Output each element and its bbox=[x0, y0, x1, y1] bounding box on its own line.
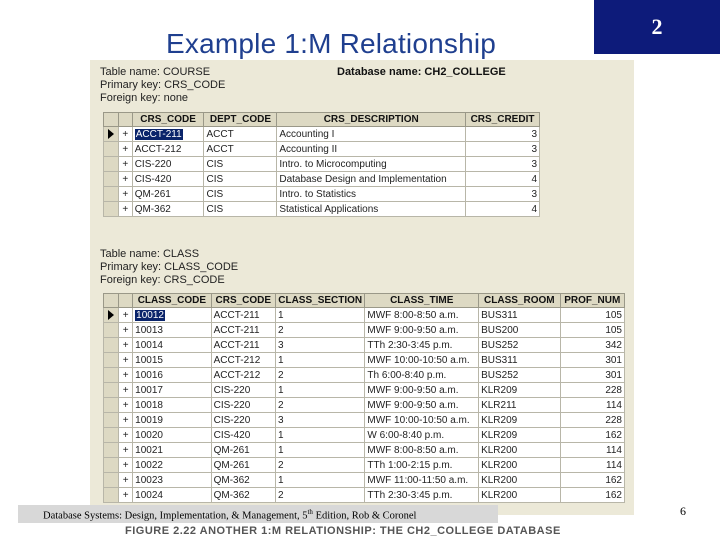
expand-row-plus-icon[interactable]: + bbox=[119, 338, 133, 353]
expand-row-plus-icon[interactable]: + bbox=[119, 473, 133, 488]
class-cell[interactable]: 3 bbox=[275, 413, 364, 428]
course-cell[interactable]: Intro. to Microcomputing bbox=[277, 157, 466, 172]
class-cell[interactable]: KLR209 bbox=[479, 383, 560, 398]
chapter-number: 2 bbox=[651, 14, 663, 39]
course-cell[interactable]: CIS bbox=[204, 172, 277, 187]
class-cell[interactable]: 105 bbox=[560, 308, 624, 323]
class-cell[interactable]: 10013 bbox=[133, 323, 211, 338]
class-column-header[interactable]: CLASS_ROOM bbox=[479, 294, 560, 308]
expand-row-plus-icon[interactable]: + bbox=[119, 398, 133, 413]
class-cell[interactable]: MWF 10:00-10:50 a.m. bbox=[365, 413, 479, 428]
class-foreign-key: Foreign key: CRS_CODE bbox=[100, 274, 225, 286]
class-cell[interactable]: MWF 10:00-10:50 a.m. bbox=[365, 353, 479, 368]
class-cell[interactable]: 2 bbox=[275, 323, 364, 338]
course-cell[interactable]: ACCT bbox=[204, 127, 277, 142]
course-selector-header bbox=[104, 113, 119, 127]
class-selector-header bbox=[104, 294, 119, 308]
row-selector[interactable] bbox=[104, 443, 119, 458]
row-selector[interactable] bbox=[104, 413, 119, 428]
class-cell[interactable]: TTh 2:30-3:45 p.m. bbox=[365, 488, 479, 503]
expand-row-plus-icon[interactable]: + bbox=[118, 172, 132, 187]
class-cell[interactable]: 1 bbox=[275, 383, 364, 398]
class-cell[interactable]: 2 bbox=[275, 398, 364, 413]
class-row[interactable] bbox=[104, 383, 625, 398]
class-cell[interactable]: 10014 bbox=[133, 338, 211, 353]
course-expand-header bbox=[118, 113, 132, 127]
database-figure-panel bbox=[90, 60, 634, 515]
class-row[interactable] bbox=[104, 488, 625, 503]
course-cell[interactable]: 3 bbox=[466, 142, 540, 157]
class-cell[interactable]: 10018 bbox=[133, 398, 211, 413]
course-body bbox=[104, 127, 540, 217]
course-column-header[interactable]: CRS_CREDIT bbox=[466, 113, 540, 127]
class-cell[interactable]: MWF 9:00-9:50 a.m. bbox=[365, 383, 479, 398]
class-cell[interactable]: 1 bbox=[275, 308, 364, 323]
figure-caption: FIGURE 2.22 ANOTHER 1:M RELATIONSHIP: THE CH2_COLLEGE DATABASE bbox=[125, 525, 561, 537]
class-cell[interactable]: KLR200 bbox=[479, 458, 560, 473]
class-cell[interactable]: 10024 bbox=[133, 488, 211, 503]
class-cell[interactable]: CIS-220 bbox=[211, 413, 275, 428]
class-cell[interactable]: QM-362 bbox=[211, 473, 275, 488]
class-cell[interactable]: MWF 8:00-8:50 a.m. bbox=[365, 308, 479, 323]
class-cell[interactable]: MWF 8:00-8:50 a.m. bbox=[365, 443, 479, 458]
course-row[interactable] bbox=[104, 157, 540, 172]
class-row[interactable] bbox=[104, 338, 625, 353]
course-header-row bbox=[104, 113, 540, 127]
course-cell[interactable]: ACCT bbox=[204, 142, 277, 157]
class-cell[interactable]: CIS-220 bbox=[211, 383, 275, 398]
class-row[interactable] bbox=[104, 443, 625, 458]
class-cell[interactable]: 162 bbox=[560, 473, 624, 488]
expand-row-plus-icon[interactable]: + bbox=[119, 443, 133, 458]
row-selector[interactable] bbox=[104, 488, 119, 503]
class-cell[interactable]: 162 bbox=[560, 428, 624, 443]
class-body bbox=[104, 308, 625, 503]
row-selector[interactable] bbox=[104, 127, 119, 142]
course-column-header[interactable]: CRS_CODE bbox=[132, 113, 204, 127]
class-cell[interactable]: 10017 bbox=[133, 383, 211, 398]
class-cell[interactable]: 10016 bbox=[133, 368, 211, 383]
course-cell[interactable]: 3 bbox=[466, 127, 540, 142]
class-cell[interactable]: 114 bbox=[560, 443, 624, 458]
course-cell[interactable]: CIS bbox=[204, 202, 277, 217]
course-cell[interactable]: 4 bbox=[466, 172, 540, 187]
course-cell[interactable]: Database Design and Implementation bbox=[277, 172, 466, 187]
course-cell[interactable]: 4 bbox=[466, 202, 540, 217]
expand-row-plus-icon[interactable]: + bbox=[118, 157, 132, 172]
class-cell[interactable]: 2 bbox=[275, 458, 364, 473]
class-column-header[interactable]: PROF_NUM bbox=[560, 294, 624, 308]
current-record-arrow-icon bbox=[108, 129, 114, 139]
row-selector[interactable] bbox=[104, 428, 119, 443]
class-expand-header bbox=[119, 294, 133, 308]
class-cell[interactable]: KLR209 bbox=[479, 413, 560, 428]
slide-title: Example 1:M Relationship bbox=[166, 28, 497, 59]
class-cell[interactable]: 10023 bbox=[133, 473, 211, 488]
class-cell[interactable]: KLR211 bbox=[479, 398, 560, 413]
row-selector[interactable] bbox=[104, 157, 119, 172]
class-row[interactable] bbox=[104, 473, 625, 488]
class-cell[interactable]: MWF 11:00-11:50 a.m. bbox=[365, 473, 479, 488]
class-cell[interactable]: TTh 1:00-2:15 p.m. bbox=[365, 458, 479, 473]
class-cell[interactable]: 228 bbox=[560, 383, 624, 398]
class-cell[interactable]: KLR200 bbox=[479, 443, 560, 458]
citation-text-after: Edition, Rob & Coronel bbox=[312, 510, 417, 522]
class-cell[interactable]: QM-261 bbox=[211, 458, 275, 473]
class-row[interactable] bbox=[104, 413, 625, 428]
page-number: 6 bbox=[680, 504, 686, 518]
citation-text-before: Database Systems: Design, Implementation, & Management, 5 bbox=[43, 510, 308, 522]
class-cell[interactable]: ACCT-212 bbox=[211, 368, 275, 383]
course-cell[interactable]: 3 bbox=[466, 157, 540, 172]
course-cell[interactable]: Statistical Applications bbox=[277, 202, 466, 217]
expand-row-plus-icon[interactable]: + bbox=[119, 428, 133, 443]
class-cell[interactable]: KLR209 bbox=[479, 428, 560, 443]
class-cell[interactable]: 301 bbox=[560, 368, 624, 383]
class-cell[interactable] bbox=[133, 308, 211, 323]
row-selector[interactable] bbox=[104, 368, 119, 383]
class-cell[interactable]: W 6:00-8:40 p.m. bbox=[365, 428, 479, 443]
course-cell[interactable]: Accounting I bbox=[277, 127, 466, 142]
class-table-name: Table name: CLASS bbox=[100, 248, 200, 260]
class-cell[interactable]: BUS311 bbox=[479, 308, 560, 323]
class-cell[interactable]: 1 bbox=[275, 353, 364, 368]
class-cell[interactable]: ACCT-211 bbox=[211, 338, 275, 353]
row-selector[interactable] bbox=[104, 142, 119, 157]
course-cell[interactable]: CIS bbox=[204, 157, 277, 172]
class-row[interactable] bbox=[104, 398, 625, 413]
expand-row-plus-icon[interactable]: + bbox=[118, 202, 132, 217]
expand-row-plus-icon[interactable]: + bbox=[119, 308, 133, 323]
class-cell[interactable]: MWF 9:00-9:50 a.m. bbox=[365, 398, 479, 413]
class-row[interactable] bbox=[104, 428, 625, 443]
class-cell[interactable]: 2 bbox=[275, 488, 364, 503]
class-cell[interactable]: ACCT-211 bbox=[211, 323, 275, 338]
row-selector[interactable] bbox=[104, 383, 119, 398]
course-row[interactable] bbox=[104, 187, 540, 202]
class-cell[interactable]: 114 bbox=[560, 398, 624, 413]
class-primary-key: Primary key: CLASS_CODE bbox=[100, 261, 239, 273]
class-cell[interactable]: KLR200 bbox=[479, 488, 560, 503]
class-column-header[interactable]: CLASS_SECTION bbox=[275, 294, 364, 308]
row-selector[interactable] bbox=[104, 473, 119, 488]
course-table-meta bbox=[100, 66, 225, 105]
course-column-header[interactable]: DEPT_CODE bbox=[204, 113, 277, 127]
course-cell[interactable]: CIS-420 bbox=[132, 172, 204, 187]
course-table-name: Table name: COURSE bbox=[100, 66, 211, 78]
class-cell[interactable]: 3 bbox=[275, 338, 364, 353]
class-column-header[interactable]: CLASS_TIME bbox=[365, 294, 479, 308]
course-row[interactable] bbox=[104, 142, 540, 157]
course-primary-key: Primary key: CRS_CODE bbox=[100, 79, 226, 91]
class-cell[interactable]: 162 bbox=[560, 488, 624, 503]
class-cell[interactable]: 1 bbox=[275, 443, 364, 458]
class-cell[interactable]: BUS200 bbox=[479, 323, 560, 338]
class-cell[interactable]: 1 bbox=[275, 473, 364, 488]
class-cell[interactable]: BUS311 bbox=[479, 353, 560, 368]
citation-footer bbox=[18, 505, 498, 523]
expand-row-plus-icon[interactable]: + bbox=[119, 413, 133, 428]
course-cell[interactable]: 3 bbox=[466, 187, 540, 202]
class-cell[interactable]: Th 6:00-8:40 p.m. bbox=[365, 368, 479, 383]
expand-row-plus-icon[interactable]: + bbox=[119, 368, 133, 383]
class-cell[interactable]: 10020 bbox=[133, 428, 211, 443]
citation-superscript: th bbox=[307, 508, 313, 516]
class-table-meta bbox=[100, 248, 238, 287]
class-row[interactable] bbox=[104, 353, 625, 368]
class-cell[interactable]: MWF 9:00-9:50 a.m. bbox=[365, 323, 479, 338]
course-foreign-key: Foreign key: none bbox=[100, 92, 189, 104]
class-cell[interactable]: 342 bbox=[560, 338, 624, 353]
row-selector[interactable] bbox=[104, 202, 119, 217]
expand-row-plus-icon[interactable]: + bbox=[119, 383, 133, 398]
class-cell[interactable]: ACCT-211 bbox=[211, 308, 275, 323]
class-cell[interactable]: 228 bbox=[560, 413, 624, 428]
course-cell[interactable]: ACCT-212 bbox=[132, 142, 204, 157]
row-selector[interactable] bbox=[104, 323, 119, 338]
class-column-header[interactable]: CRS_CODE bbox=[211, 294, 275, 308]
row-selector[interactable] bbox=[104, 187, 119, 202]
class-row[interactable] bbox=[104, 368, 625, 383]
class-cell[interactable]: BUS252 bbox=[479, 338, 560, 353]
class-cell[interactable]: 105 bbox=[560, 323, 624, 338]
class-cell[interactable]: 10019 bbox=[133, 413, 211, 428]
row-selector[interactable] bbox=[104, 353, 119, 368]
expand-row-plus-icon[interactable]: + bbox=[118, 187, 132, 202]
class-cell[interactable]: QM-261 bbox=[211, 443, 275, 458]
row-selector[interactable] bbox=[104, 308, 119, 323]
class-column-header[interactable]: CLASS_CODE bbox=[133, 294, 211, 308]
class-cell[interactable]: QM-362 bbox=[211, 488, 275, 503]
course-cell[interactable]: Accounting II bbox=[277, 142, 466, 157]
expand-row-plus-icon[interactable]: + bbox=[118, 127, 132, 142]
class-cell[interactable]: 10022 bbox=[133, 458, 211, 473]
expand-row-plus-icon[interactable]: + bbox=[119, 323, 133, 338]
class-row[interactable] bbox=[104, 308, 625, 323]
row-selector[interactable] bbox=[104, 172, 119, 187]
class-table bbox=[103, 293, 625, 503]
class-cell[interactable]: CIS-220 bbox=[211, 398, 275, 413]
course-cell[interactable]: QM-261 bbox=[132, 187, 204, 202]
course-cell[interactable] bbox=[132, 127, 204, 142]
expand-row-plus-icon[interactable]: + bbox=[118, 142, 132, 157]
course-row[interactable] bbox=[104, 172, 540, 187]
class-cell[interactable]: KLR200 bbox=[479, 473, 560, 488]
class-row[interactable] bbox=[104, 323, 625, 338]
class-cell[interactable]: BUS252 bbox=[479, 368, 560, 383]
current-record-arrow-icon bbox=[108, 310, 114, 320]
course-cell[interactable]: CIS-220 bbox=[132, 157, 204, 172]
row-selector[interactable] bbox=[104, 338, 119, 353]
class-header-row bbox=[104, 294, 625, 308]
class-cell[interactable]: 10015 bbox=[133, 353, 211, 368]
course-cell[interactable]: CIS bbox=[204, 187, 277, 202]
expand-row-plus-icon[interactable]: + bbox=[119, 488, 133, 503]
row-selector[interactable] bbox=[104, 398, 119, 413]
database-name: Database name: CH2_COLLEGE bbox=[337, 66, 506, 78]
class-cell[interactable]: 2 bbox=[275, 368, 364, 383]
course-table bbox=[103, 112, 540, 217]
class-cell[interactable]: 10021 bbox=[133, 443, 211, 458]
course-cell[interactable]: QM-362 bbox=[132, 202, 204, 217]
class-cell[interactable]: ACCT-212 bbox=[211, 353, 275, 368]
course-column-header[interactable]: CRS_DESCRIPTION bbox=[277, 113, 466, 127]
course-row[interactable] bbox=[104, 202, 540, 217]
class-cell[interactable]: CIS-420 bbox=[211, 428, 275, 443]
class-cell[interactable]: 301 bbox=[560, 353, 624, 368]
selected-cell-text: ACCT-211 bbox=[135, 128, 182, 140]
class-cell[interactable]: 1 bbox=[275, 428, 364, 443]
row-selector[interactable] bbox=[104, 458, 119, 473]
selected-cell-text: 10012 bbox=[136, 309, 164, 321]
class-row[interactable] bbox=[104, 458, 625, 473]
expand-row-plus-icon[interactable]: + bbox=[119, 353, 133, 368]
class-cell[interactable]: TTh 2:30-3:45 p.m. bbox=[365, 338, 479, 353]
chapter-badge bbox=[594, 0, 720, 54]
course-cell[interactable]: Intro. to Statistics bbox=[277, 187, 466, 202]
course-row[interactable] bbox=[104, 127, 540, 142]
class-cell[interactable]: 114 bbox=[560, 458, 624, 473]
expand-row-plus-icon[interactable]: + bbox=[119, 458, 133, 473]
